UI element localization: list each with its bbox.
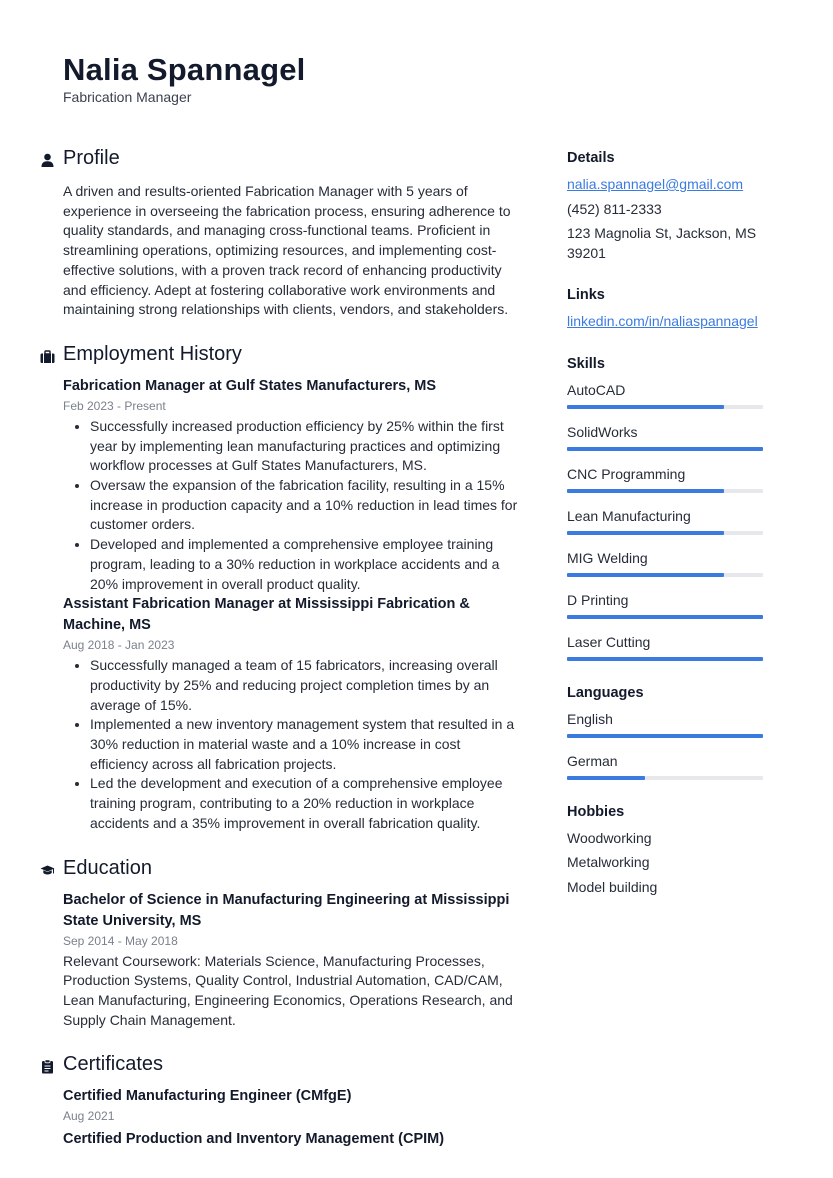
language-item: [567, 752, 767, 780]
job-list: [63, 376, 520, 834]
employment-heading: Employment History: [63, 342, 242, 365]
certificates-section: [40, 1052, 520, 1150]
language-level-bar: [567, 734, 763, 738]
job-title: Fabrication Manager at Gulf States Manufacturers, MS: [63, 377, 437, 394]
hobbies-section: [567, 802, 767, 898]
links-section: [567, 285, 767, 332]
hobby-item: Woodworking: [567, 829, 652, 846]
language-level-bar: [567, 776, 763, 780]
employment-section: [40, 342, 520, 834]
languages-section: [567, 683, 767, 780]
job-bullet: • Implemented a new inventory management system that resulted in a 30% reduction in material waste and a 10% increase in cost efficiency across all fabrication projects.: [90, 715, 520, 774]
hobbies-heading: Hobbies: [567, 803, 625, 820]
job-bullets: [63, 656, 520, 833]
skill-level-fill: [567, 405, 724, 409]
education-heading: Education: [63, 856, 152, 879]
education-dates: Sep 2014 - May 2018: [63, 933, 178, 948]
address: 123 Magnolia St, Jackson, MS 39201: [567, 225, 757, 261]
certificate-title: Certified Production and Inventory Management (CPIM): [63, 1131, 445, 1148]
phone-number: (452) 811-2333: [567, 200, 662, 217]
skill-level-bar: [567, 573, 763, 577]
links-heading: Links: [567, 287, 605, 303]
skill-level-bar: [567, 657, 763, 661]
language-level-fill: [567, 776, 645, 780]
skill-item: [567, 507, 767, 535]
main-column: [40, 146, 520, 1172]
resume-header: [63, 52, 305, 106]
skill-level-bar: [567, 531, 763, 535]
education-text: Relevant Coursework: Materials Science, Manufacturing Processes, Production Systems, Quality Control, Industrial Automation, CAD/CAM, Lean Manufacturing, Engineering Economics, Operations Research, and Supply Chain Management.: [63, 952, 513, 1028]
graduation-cap-icon: [40, 863, 55, 878]
person-icon: [40, 153, 55, 168]
job-bullets: [63, 417, 520, 594]
briefcase-icon: [40, 349, 55, 364]
skill-item: [567, 633, 767, 661]
skill-level-fill: [567, 615, 763, 619]
profile-heading: Profile: [63, 147, 120, 169]
details-heading: Details: [567, 150, 615, 166]
job-entry: [63, 376, 520, 594]
skill-level-bar: [567, 405, 763, 409]
skill-item: [567, 381, 767, 409]
skill-level-bar: [567, 489, 763, 493]
job-dates: Feb 2023 - Present: [63, 398, 166, 413]
profile-text: A driven and results-oriented Fabrication Manager with 5 years of experience in overseeing the fabrication process, ensuring adherence to quality standards, and managing cross-functional teams. Proficient in streamlining operations, optimizing resources, and implementing cost-effective solutions, with a proven track record of enhancing productivity and efficiency. Adept at fostering collaborative work environments and maintaining strong relationships with clients, vendors, and stakeholders.: [63, 183, 511, 318]
skill-level-fill: [567, 657, 763, 661]
clipboard-icon: [40, 1059, 55, 1074]
skill-name: Laser Cutting: [567, 633, 651, 650]
certificate-dates: Aug 2021: [63, 1109, 115, 1124]
skill-name: MIG Welding: [567, 549, 648, 566]
candidate-name: Nalia Spannagel: [63, 52, 306, 87]
skill-name: Lean Manufacturing: [567, 507, 691, 524]
languages-heading: Languages: [567, 684, 644, 701]
candidate-title: Fabrication Manager: [63, 89, 192, 105]
profile-section: [40, 146, 520, 320]
linkedin-link[interactable]: linkedin.com/in/naliaspannagel: [567, 313, 758, 329]
job-bullet: • Successfully increased production efficiency by 25% within the first year by implementing lean manufacturing practices and optimizing workflow processes at Gulf States Manufacturers, MS.: [90, 417, 520, 476]
education-section: [40, 856, 520, 1031]
skill-level-bar: [567, 447, 763, 451]
job-title: Assistant Fabrication Manager at Mississippi Fabrication & Machine, MS: [63, 596, 470, 634]
hobby-item: Metalworking: [567, 854, 650, 870]
skill-name: AutoCAD: [567, 381, 626, 398]
skills-list: [567, 381, 767, 661]
details-section: [567, 148, 767, 263]
skill-item: [567, 591, 767, 619]
job-bullet: • Oversaw the expansion of the fabrication facility, resulting in a 15% increase in production capacity and a 10% reduction in lead times for customer orders.: [90, 476, 520, 535]
job-entry: [63, 594, 520, 833]
language-item: [567, 710, 767, 738]
skill-level-fill: [567, 573, 724, 577]
skills-heading: Skills: [567, 355, 605, 372]
certificates-heading: Certificates: [63, 1053, 164, 1076]
hobby-item: Model building: [567, 878, 658, 895]
languages-list: [567, 710, 767, 780]
sidebar-column: [567, 146, 767, 919]
language-name: German: [567, 752, 618, 769]
skill-level-fill: [567, 489, 724, 493]
education-title: Bachelor of Science in Manufacturing Engineering at Mississippi State University, MS: [63, 891, 510, 929]
skill-name: D Printing: [567, 591, 629, 608]
skill-level-fill: [567, 531, 724, 535]
skill-level-bar: [567, 615, 763, 619]
certificate-title: Certified Manufacturing Engineer (CMfgE): [63, 1088, 352, 1105]
job-bullet: • Led the development and execution of a comprehensive employee training program, contributing to a 20% reduction in workplace accidents and a 35% improvement in overall fabrication quality.: [90, 774, 520, 833]
skills-section: [567, 354, 767, 661]
job-dates: Aug 2018 - Jan 2023: [63, 638, 175, 653]
skill-item: [567, 465, 767, 493]
job-bullet: • Successfully managed a team of 15 fabricators, increasing overall productivity by 25% and reducing project completion times by an average of 15%.: [90, 656, 520, 715]
language-level-fill: [567, 734, 763, 738]
language-name: English: [567, 710, 613, 727]
skill-name: CNC Programming: [567, 465, 686, 482]
skill-name: SolidWorks: [567, 423, 638, 440]
email-link[interactable]: nalia.spannagel@gmail.com: [567, 176, 744, 192]
job-bullet: • Developed and implemented a comprehensive employee training program, leading to a 30% reduction in workplace accidents and a 20% improvement in overall product quality.: [90, 535, 520, 594]
skill-item: [567, 549, 767, 577]
skill-item: [567, 423, 767, 451]
skill-level-fill: [567, 447, 763, 451]
